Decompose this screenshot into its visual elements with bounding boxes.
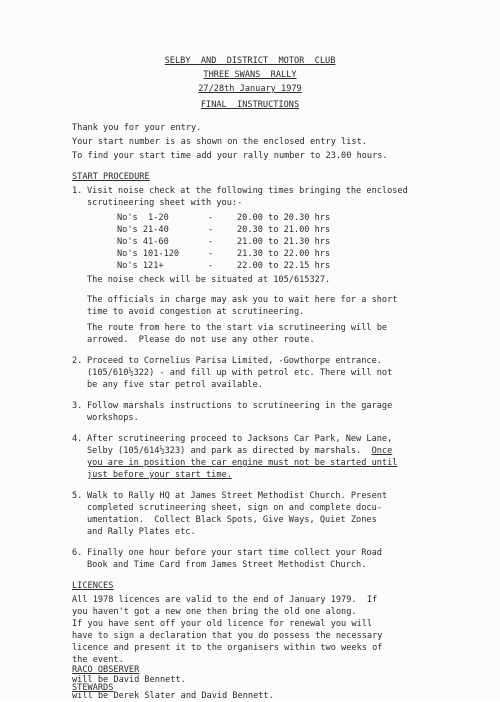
- time-dash: -: [208, 225, 214, 235]
- item4-line-2: [87, 447, 392, 457]
- licences-line-4: have to sign a declaration that you do possess the necessary: [72, 631, 383, 641]
- item4-line-2-emphasis: Once: [371, 446, 393, 456]
- item1-line-5: time to avoid congestion at scrutineering.: [87, 307, 305, 317]
- item4-line-3: you are in position the car engine must not be started until: [87, 458, 398, 468]
- item1-line-4: The officials in charge may ask you to wait here for a short: [87, 295, 398, 305]
- item2-line-1: Proceed to Cornelius Parisa Limited, -Gowthorpe entrance.: [87, 356, 382, 366]
- observer-line: will be David Bennett.: [72, 675, 186, 685]
- item3-line-2: workshops.: [87, 413, 139, 423]
- item-number: 2.: [72, 356, 83, 366]
- stewards-heading: STEWARDS: [72, 683, 114, 693]
- item6-line-1: Finally one hour before your start time collect your Road: [87, 548, 382, 558]
- time-range: No's 41-60: [117, 237, 169, 247]
- item-number: 5.: [72, 491, 83, 501]
- time-dash: -: [208, 261, 214, 271]
- stewards-line: will be Derek Slater and David Bennett.: [72, 691, 274, 701]
- licences-line-5: licence and present it to the organisers within two weeks of: [72, 643, 383, 653]
- time-window: 20.30 to 21.00 hrs: [237, 225, 331, 235]
- rally-name: THREE SWANS RALLY: [203, 70, 297, 80]
- intro-line-1: Thank you for your entry.: [72, 123, 202, 133]
- time-range: No's 101-120: [117, 249, 180, 259]
- item-number: 1.: [72, 186, 83, 196]
- time-dash: -: [208, 249, 214, 259]
- licences-line-2: you haven't got a new one then bring the old one along.: [72, 607, 357, 617]
- time-range: No's 121+: [117, 261, 164, 271]
- intro-line-2: Your start number is as shown on the enclosed entry list.: [72, 137, 367, 147]
- item1-line-1: Visit noise check at the following times bringing the enclosed: [87, 186, 408, 196]
- intro-line-3: To find your start time add your rally number to 23.00 hours.: [72, 151, 388, 161]
- time-window: 22.00 to 22.15 hrs: [237, 261, 331, 271]
- item5-line-1: Walk to Rally HQ at James Street Methodist Church. Present: [87, 491, 388, 501]
- item6-line-2: Book and Time Card from James Street Methodist Church.: [87, 560, 367, 570]
- item1-line-6: The route from here to the start via scrutineering will be: [87, 323, 388, 333]
- time-window: 20.00 to 20.30 hrs: [237, 213, 331, 223]
- item4-line-2-text: Selby (105/614½323) and park as directed by marshals.: [87, 446, 372, 456]
- start-procedure-heading: START PROCEDURE: [72, 172, 150, 182]
- document-title: FINAL INSTRUCTIONS: [200, 100, 300, 110]
- licences-heading: LICENCES: [72, 581, 114, 591]
- item-number: 6.: [72, 548, 83, 558]
- licences-line-6: the event.: [72, 655, 124, 665]
- item1-line-3: The noise check will be situated at 105/615327.: [87, 275, 331, 285]
- rally-date: 27/28th January 1979: [198, 84, 302, 94]
- item2-line-2: (105/610½322) - and fill up with petrol etc. There will not: [87, 368, 393, 378]
- item1-line-7: arrowed. Please do not use any other route.: [87, 335, 315, 345]
- item-number: 3.: [72, 401, 83, 411]
- licences-line-3: If you have sent off your old licence for renewal you will: [72, 619, 373, 629]
- item1-line-2: scrutineering sheet with you:-: [87, 198, 243, 208]
- licences-line-1: All 1978 licences are valid to the end of January 1979. If: [72, 595, 378, 605]
- item4-line-1: After scrutineering proceed to Jacksons Car Park, New Lane,: [87, 434, 393, 444]
- item3-line-1: Follow marshals instructions to scrutineering in the garage: [87, 401, 393, 411]
- time-dash: -: [208, 237, 214, 247]
- item2-line-3: be any five star petrol available.: [87, 380, 263, 390]
- item5-line-4: and Rally Plates etc.: [87, 527, 196, 537]
- item5-line-2: completed scrutineering sheet, sign on and complete docu-: [87, 503, 382, 513]
- club-name: SELBY AND DISTRICT MOTOR CLUB: [164, 56, 336, 66]
- item5-line-3: umentation. Collect Black Spots, Give Ways, Quiet Zones: [87, 515, 377, 525]
- time-range: No's 1-20: [117, 213, 169, 223]
- observer-heading: RACO OBSERVER: [72, 665, 140, 675]
- item4-line-4: just before your start time.: [87, 470, 232, 480]
- time-window: 21.00 to 21.30 hrs: [237, 237, 331, 247]
- time-window: 21.30 to 22.00 hrs: [237, 249, 331, 259]
- time-range: No's 21-40: [117, 225, 169, 235]
- item-number: 4.: [72, 434, 83, 444]
- time-dash: -: [208, 213, 214, 223]
